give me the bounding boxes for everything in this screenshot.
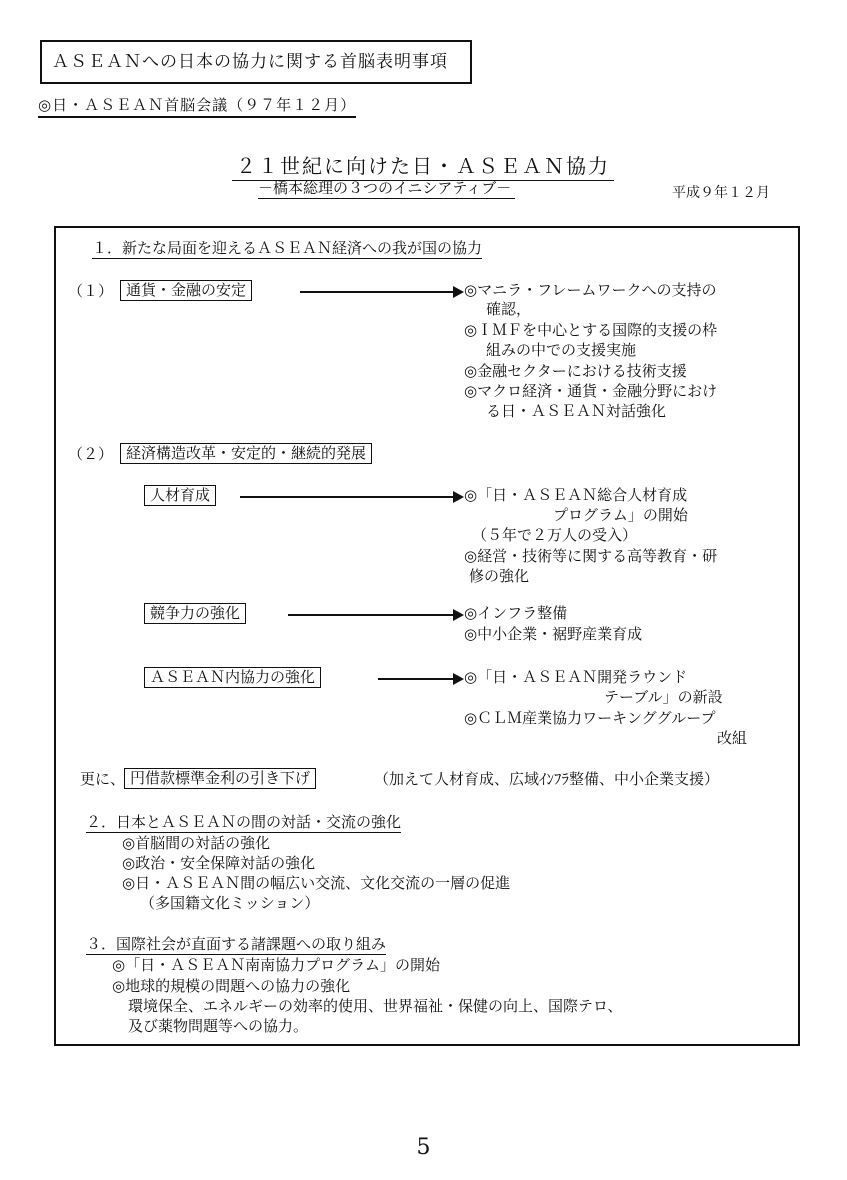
further-prefix: 更に、 (80, 770, 126, 788)
item1-number: （１） (68, 282, 114, 300)
item1-point: 組みの中での支援実施 (486, 341, 637, 359)
subitem-point: ◎中小企業・裾野産業育成 (464, 625, 643, 643)
section3-point: 環境保全、エネルギーの効率的使用、世界福祉・保健の向上、国際テロ、 (128, 997, 623, 1015)
item1-point: る日・ＡＳＥＡＮ対話強化 (486, 402, 667, 420)
meeting-label: ◎日・ＡＳＥＡＮ首脳会議（９７年１２月） (38, 94, 356, 118)
subitem-label-box: ＡＳＥＡＮ内協力の強化 (144, 667, 321, 688)
item1-point: ◎マニラ・フレームワークへの支持の (464, 281, 717, 299)
subitem-label-box: 競争力の強化 (144, 603, 246, 624)
section2-point: ◎日・ＡＳＥＡＮ間の幅広い交流、文化交流の一層の促進 (122, 874, 511, 892)
section3-point: 及び薬物問題等への協力。 (128, 1017, 309, 1035)
section2-heading: ２．日本とＡＳＥＡＮの間の対話・交流の強化 (86, 813, 402, 831)
document-title: ＡＳＥＡＮへの日本の協力に関する首脳表明事項 (52, 52, 448, 72)
subitem-point: プログラム」の開始 (553, 506, 688, 524)
arrow-icon (300, 291, 462, 293)
subitem-point: （５年で２万人の受入） (472, 526, 638, 544)
item1-label-box: 通貨・金融の安定 (120, 280, 252, 301)
subitem-point: ◎ＣＬＭ産業協力ワーキンググループ (464, 709, 716, 727)
document-title-box (40, 40, 472, 84)
section3-point: ◎「日・ＡＳＥＡＮ南南協力プログラム」の開始 (112, 956, 440, 974)
arrow-icon (288, 614, 462, 616)
arrow-icon (378, 678, 462, 680)
page-number: 5 (416, 1135, 431, 1160)
item1-point: 確認， (486, 300, 532, 318)
main-title: ２１世紀に向けた日・ＡＳＥＡＮ協力 (232, 150, 614, 181)
subitem-point: ◎インフラ整備 (464, 604, 568, 622)
section1-heading: １．新たな局面を迎えるＡＳＥＡＮ経済への我が国の協力 (92, 239, 483, 257)
section2-point: ◎政治・安全保障対話の強化 (122, 854, 316, 872)
item1-point: ◎ＩＭＦを中心とする国際的支援の枠 (464, 321, 718, 339)
subitem-point: ◎「日・ＡＳＥＡＮ開発ラウンド (464, 668, 688, 686)
item2-label-box: 経済構造改革・安定的・継続的発展 (120, 443, 372, 464)
section3-heading: ３．国際社会が直面する諸課題への取り組み (86, 935, 387, 953)
item2-number: （２） (68, 445, 114, 463)
item1-point: ◎マクロ経済・通貨・金融分野におけ (464, 382, 718, 400)
item1-point: ◎金融セクターにおける技術支援 (464, 362, 687, 380)
further-box: 円借款標準金利の引き下げ (124, 768, 316, 789)
content-frame (54, 226, 800, 1046)
section2-point: （多国籍文化ミッション） (140, 894, 320, 912)
sub-title: －橋本総理の３つのイニシアティブ－ (258, 177, 515, 199)
subitem-point: ◎「日・ＡＳＥＡＮ総合人材育成 (464, 486, 688, 504)
further-suffix: （加えて人材育成、広域ｲﾝﾌﾗ整備、中小企業支援） (374, 770, 720, 788)
section2-point: ◎首脳間の対話の強化 (122, 834, 271, 852)
arrow-icon (240, 496, 462, 498)
subitem-point: 改組 (717, 729, 748, 747)
subitem-label-box: 人材育成 (144, 485, 216, 506)
section3-point: ◎地球的規模の問題への協力の強化 (112, 977, 351, 995)
subitem-point: 修の強化 (469, 567, 530, 585)
subitem-point: テーブル」の新設 (604, 688, 723, 706)
subitem-point: ◎経営・技術等に関する高等教育・研 (464, 547, 718, 565)
date: 平成９年１２月 (672, 185, 770, 201)
